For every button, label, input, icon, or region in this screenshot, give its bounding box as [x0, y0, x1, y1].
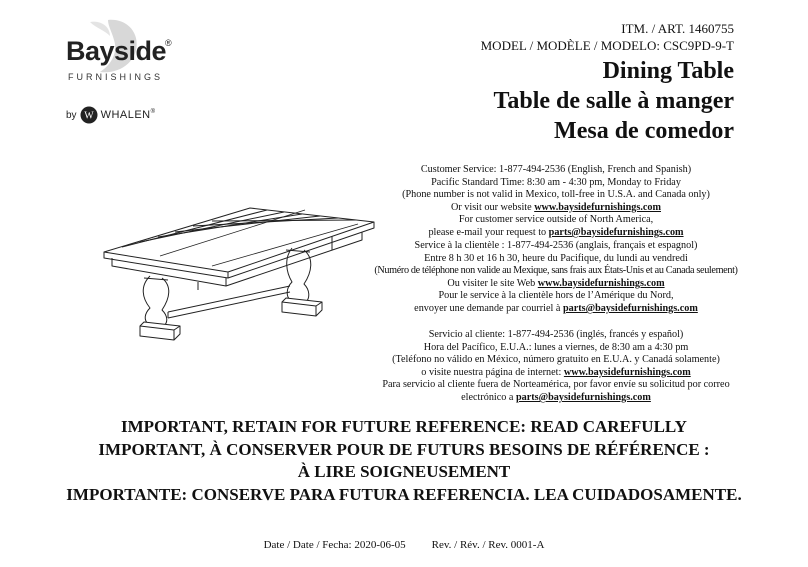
document-revision: Rev. / Rév. / Rev. 0001-A	[431, 539, 545, 551]
document-date: Date / Date / Fecha: 2020-06-05	[263, 539, 406, 551]
document-footer	[0, 539, 808, 551]
contact-es-phone: Servicio al cliente: 1-877-494-2536 (inglés, francés y español)	[428, 329, 684, 340]
dining-table-illustration	[100, 186, 375, 341]
partner-name-text: WHALEN	[100, 109, 151, 121]
contact-en-email-prefix: please e-mail your request to	[428, 226, 549, 238]
byline	[66, 106, 156, 124]
item-number: ITM. / ART. 1460755	[621, 21, 734, 36]
whalen-w-icon	[80, 106, 98, 124]
contact-es-hours: Hora del Pacífico, E.U.A.: lunes a viernes, de 8:30 am a 4:30 pm	[423, 341, 689, 353]
important-english: IMPORTANT, RETAIN FOR FUTURE REFERENCE: READ CAREFULLY	[121, 417, 687, 436]
contact-en-phone: Customer Service: 1-877-494-2536 (English, French and Spanish)	[420, 164, 692, 175]
brand-registered-mark: ®	[165, 38, 172, 48]
contact-es-email-line	[360, 392, 752, 405]
by-text: by	[66, 109, 77, 121]
contact-en-web-prefix: Or visit our website	[451, 201, 535, 213]
contact-fr-web-prefix: Ou visiter le site Web	[447, 277, 538, 289]
contact-fr-note: (Numéro de téléphone non valide au Mexique, sans frais aux États-Unis et au Canada seulement)	[374, 265, 738, 277]
contact-fr-hours: Entre 8 h 30 et 16 h 30, heure du Pacifique, du lundi au vendredi	[424, 252, 688, 264]
important-spanish: IMPORTANTE: CONSERVE PARA FUTURA REFERENCIA. LEA CUIDADOSAMENTE.	[66, 484, 742, 504]
contact-en-web-line	[360, 202, 752, 215]
website-link-es[interactable]: www.baysidefurnishings.com	[563, 366, 691, 378]
contact-fr-email-prefix: envoyer une demande par courriel à	[414, 302, 563, 314]
document-header	[314, 20, 734, 146]
title-spanish: Mesa de comedor	[554, 118, 734, 144]
important-notice	[40, 416, 768, 506]
important-french-cont: À LIRE SOIGNEUSEMENT	[297, 462, 511, 481]
contact-fr-outside: Pour le service à la clientèle hors de l’Amérique du Nord,	[438, 290, 674, 302]
email-link-en[interactable]: parts@baysidefurnishings.com	[548, 226, 684, 238]
contact-en-outside: For customer service outside of North America,	[458, 214, 654, 226]
important-french: IMPORTANT, À CONSERVER POUR DE FUTURS BESOINS DE RÉFÉRENCE :	[98, 439, 710, 459]
website-link-en[interactable]: www.baysidefurnishings.com	[534, 201, 661, 213]
contact-es-note: (Teléfono no válido en México, número gratuito en E.U.A. y Canadá solamente)	[392, 354, 720, 366]
contact-es-web-prefix: o visite nuestra página de internet:	[421, 366, 564, 378]
contact-es-email-prefix: electrónico a	[461, 391, 516, 403]
brand-name: Bayside	[66, 36, 167, 66]
website-link-fr[interactable]: www.baysidefurnishings.com	[537, 277, 665, 289]
contact-spanish	[360, 329, 752, 405]
contact-es-web-line	[360, 367, 752, 380]
contact-en-email-line	[360, 227, 752, 240]
contact-fr-phone: Service à la clientèle : 1-877-494-2536 (anglais, français et espagnol)	[414, 240, 698, 251]
contact-es-outside: Para servicio al cliente fuera de Norteamérica, por favor envíe su solicitud por correo	[382, 379, 730, 391]
bayside-logo	[60, 16, 190, 126]
contact-en-hours: Pacific Standard Time: 8:30 am - 4:30 pm, Monday to Friday	[431, 176, 681, 188]
whalen-w-letter: W	[83, 110, 94, 122]
contact-english	[360, 164, 752, 240]
email-link-es[interactable]: parts@baysidefurnishings.com	[516, 391, 651, 403]
email-link-fr[interactable]: parts@baysidefurnishings.com	[562, 302, 698, 314]
brand-subtitle: FURNISHINGS	[68, 72, 164, 82]
contact-fr-email-line	[360, 303, 752, 316]
title-english: Dining Table	[602, 58, 734, 84]
contact-en-note: (Phone number is not valid in Mexico, toll-free in U.S.A. and Canada only)	[402, 189, 710, 201]
partner-registered-mark: ®	[150, 109, 156, 115]
title-french: Table de salle à manger	[493, 88, 734, 114]
contact-fr-web-line	[360, 278, 752, 291]
partner-name	[101, 109, 156, 121]
contact-french	[360, 240, 752, 316]
model-number: MODEL / MODÈLE / MODELO: CSC9PD-9-T	[480, 38, 734, 53]
